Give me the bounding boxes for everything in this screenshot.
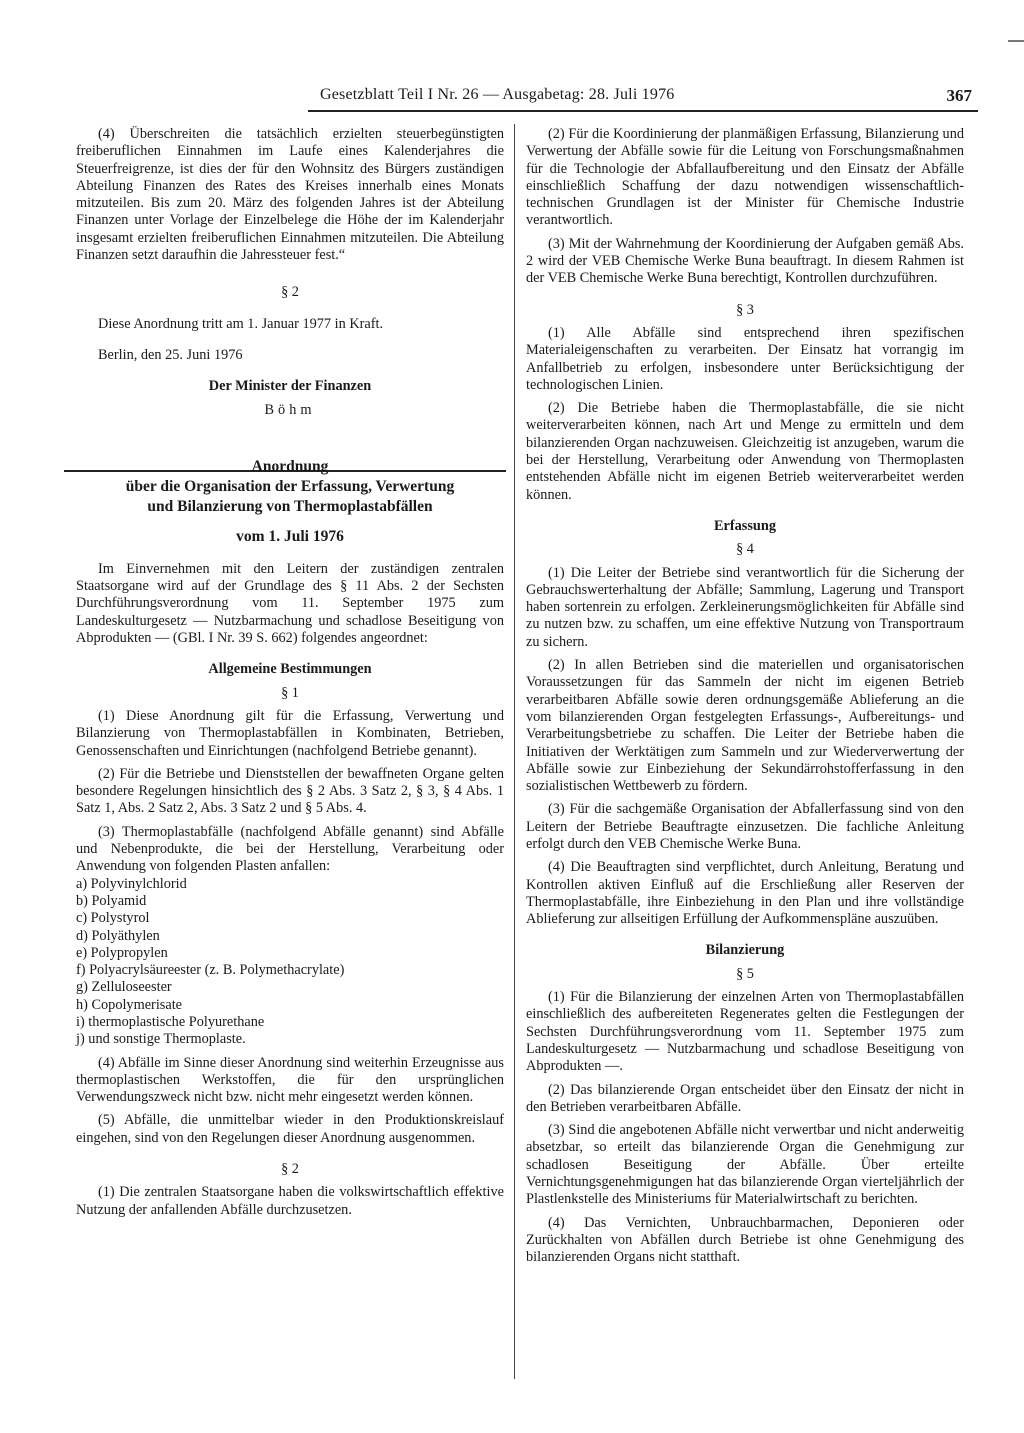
header-rule [308, 110, 978, 112]
page-header [66, 86, 978, 110]
list-item: j) und sonstige Thermoplaste. [76, 1031, 246, 1048]
paragraph: (1) Die zentralen Staatsorgane haben die volkswirtschaftlich effektive Nutzung der anfallenden Abfälle durchzusetzen. [76, 1184, 504, 1218]
section-heading: § 2 [281, 1161, 299, 1178]
minister-title: Der Minister der Finanzen [208, 378, 372, 395]
paragraph: (2) Für die Betriebe und Dienststellen der bewaffneten Organe gelten besondere Regelungen hinsichtlich des § 2 Abs. 3 Satz 2, § 3, § 4 Abs. 1 Satz 1, Abs. 2 Satz 2, Abs. 3 Satz 2 und § 5 Abs. 4. [76, 765, 504, 817]
paragraph: (1) Diese Anordnung gilt für die Erfassung, Verwertung und Bilanzierung von Thermoplastabfällen in Kombinaten, Betrieben, Genossenschaften und Einrichtungen (nachfolgend Betriebe genannt). [76, 707, 504, 759]
section-heading: § 5 [736, 965, 754, 982]
paragraph: (2) Die Betriebe haben die Thermoplastabfälle, die sie nicht weiterverarbeiten können, nach Art und Menge zu ermitteln und dem bilanzierenden Organ nachzuweisen. Gleichzeitig ist anzugeben, warum die bei der Herstellung, Verarbeitung oder Anwendung von Thermoplasten entstehenden Abfälle nicht im eigenen Betrieb weiterverarbeitet werden können. [526, 400, 964, 503]
paragraph: Diese Anordnung tritt am 1. Januar 1977 in Kraft. [98, 315, 384, 332]
title-line: über die Organisation der Erfassung, Verwertung [125, 477, 455, 495]
section-heading: § 2 [281, 284, 299, 301]
list-item: a) Polyvinylchlorid [76, 875, 187, 892]
paragraph: (3) Für die sachgemäße Organisation der Abfallerfassung sind von den Leitern der Betriebe Beauftragte einzusetzen. Die fachliche Anleitung erfolgt durch den VEB Chemische Werke Buna. [526, 801, 964, 852]
section-heading: § 4 [736, 541, 754, 558]
preamble: Im Einvernehmen mit den Leitern der zuständigen zentralen Staatsorgane wird auf der Grundlage des § 11 Abs. 2 der Sechsten Durchführungsverordnung vom 11. September 1975 zum Landeskulturgesetz — Nutzbarmachung und schadlose Beseitigung von Abprodukten — (GBl. I Nr. 39 S. 662) folgendes angeordnet: [76, 560, 504, 647]
column-divider [514, 124, 515, 1379]
list-item: g) Zelluloseester [76, 979, 172, 996]
paragraph: (3) Thermoplastabfälle (nachfolgend Abfälle genannt) sind Abfälle und Nebenprodukte, die bei der Herstellung, Verarbeitung oder Anwendung von folgenden Plasten anfallen: [76, 823, 504, 875]
paragraph: (3) Sind die angebotenen Abfälle nicht verwertbar und nicht anderweitig absetzbar, so erteilt das bilanzierende Organ die Genehmigung zur schadlosen Beseitigung der Abfälle. Über erteilte Vernichtungsgenehmigungen hat das bilanzierende Organ vierteljährlich der Plastlenkstelle des Ministeriums für Materialwirtschaft zu berichten. [526, 1122, 964, 1208]
title-date: vom 1. Juli 1976 [236, 527, 344, 545]
paragraph: (4) Die Beauftragten sind verpflichtet, durch Anleitung, Beratung und Kontrollen aktiven Einfluß auf die Erschließung aller Reserven der Thermoplastabfälle, ihre Einbeziehung in den Plan und ihre vollständige Ablieferung zur allseitigen Erfüllung der Aufkommenspläne auszuüben. [526, 859, 964, 928]
list-item: f) Polyacrylsäureester (z. B. Polymethacrylate) [76, 962, 345, 979]
left-column [76, 126, 504, 1219]
paragraph: (1) Für die Bilanzierung der einzelnen Arten von Thermoplastabfällen einschließlich des aufbereiteten Regenerates gelten die Festlegungen der Sechsten Durchführungsverordnung vom 11. September 1975 zum Landeskulturgesetz — Nutzbarmachung und schadlose Beseitigung von Abprodukten —. [526, 989, 964, 1075]
title-line: Anordnung [251, 457, 329, 475]
list-item: b) Polyamid [76, 892, 147, 909]
paragraph: (4) Überschreiten die tatsächlich erzielten steuerbegünstigten freiberuflichen Einnahmen im Laufe eines Kalenderjahres die Steuerfreigrenze, ist dies der für den Wohnsitz des Bürgers zuständigen Abteilung Finanzen des Rates des Kreises innerhalb eines Monats mitzuteilen. Bis zum 20. März des folgenden Jahres ist der Abteilung Finanzen unter Vorlage der Einzelbelege die Höhe der im Kalenderjahr insgesamt erzielten freiberuflichen Einnahmen mitzuteilen. Die Abteilung Finanzen setzt daraufhin die Jahressteuer fest.“ [76, 126, 504, 264]
scan-mark [1008, 40, 1024, 42]
subheading: Erfassung [714, 517, 776, 534]
paragraph: (4) Abfälle im Sinne dieser Anordnung sind weiterhin Erzeugnisse aus thermoplastischen Werkstoffen, die für den ursprünglichen Verwendungszweck nicht bzw. nicht mehr eingesetzt werden können. [76, 1054, 504, 1106]
paragraph: (1) Alle Abfälle sind entsprechend ihren spezifischen Materialeigenschaften zu verarbeiten. Der Einsatz hat vorrangig im Anfallbetrieb zu erfolgen, insbesondere unter Berücksichtigung der technologischen Linien. [526, 324, 964, 393]
list-item: c) Polystyrol [76, 910, 150, 927]
list-item: h) Copolymerisate [76, 996, 183, 1013]
list-item: d) Polyäthylen [76, 927, 160, 944]
section-heading: § 3 [736, 301, 754, 318]
list-item: e) Polypropylen [76, 944, 168, 961]
paragraph: (2) Für die Koordinierung der planmäßigen Erfassung, Bilanzierung und Verwertung der Abfälle sowie für die Leitung von Forschungsmaßnahmen für die Technologie der Abfallaufbereitung und den Einsatz der Abfälle einschließlich Schaffung der dazu notwendigen wissenschaftlich-technischen Grundlagen ist der Minister für Chemische Industrie verantwortlich. [526, 126, 964, 229]
minister-name: Böhm [264, 401, 316, 418]
header-title: Gesetzblatt Teil I Nr. 26 — Ausgabetag: 28. Juli 1976 [320, 86, 675, 103]
subheading: Bilanzierung [705, 942, 785, 959]
subheading: Allgemeine Bestimmungen [208, 661, 372, 678]
document-title [76, 457, 504, 547]
paragraph: (2) In allen Betrieben sind die materiellen und organisatorischen Voraussetzungen für das Sammeln der nicht im eigenen Betrieb verarbeitbaren Abfälle sowie deren ordnungsgemäße Ablieferung an die vom bilanzierenden Organ festgelegten Erfassungs-, Aufbereitungs- und Verarbeitungsbetriebe zu schaffen. Die Leiter der Betriebe haben die Initiativen der Werktätigen zum Sammeln und zur Wiederverwertung der Abfälle sowie zur Einbeziehung der Sekundärrohstofferfassung in den sozialistischen Wettbewerb zu fördern. [526, 657, 964, 795]
section-heading: § 1 [281, 684, 299, 701]
page-number: 367 [946, 86, 972, 105]
paragraph: (1) Die Leiter der Betriebe sind verantwortlich für die Sicherung der Gebrauchswerterhaltung der Abfälle; Sammlung, Lagerung und Transport haben sortenrein zu erfolgen. Zerkleinerungsmöglichkeiten für Abfälle sind zu nutzen bzw. zu schaffen, um eine effektive Nutzung von Transportraum zu sichern. [526, 564, 964, 650]
paragraph: (3) Mit der Wahrnehmung der Koordinierung der Aufgaben gemäß Abs. 2 wird der VEB Chemische Werke Buna beauftragt. In diesem Rahmen ist der VEB Chemische Werke Buna berechtigt, Kontrollen durchzuführen. [526, 235, 964, 287]
plastics-list [76, 876, 504, 1049]
paragraph: (5) Abfälle, die unmittelbar wieder in den Produktionskreislauf eingehen, sind von den Regelungen dieser Anordnung ausgenommen. [76, 1112, 504, 1146]
place-date: Berlin, den 25. Juni 1976 [98, 346, 243, 363]
paragraph: (4) Das Vernichten, Unbrauchbarmachen, Deponieren oder Zurückhalten von Abfällen durch Betriebe ist ohne Genehmigung des bilanzierenden Organs nicht statthaft. [526, 1214, 964, 1266]
list-item: i) thermoplastische Polyurethane [76, 1013, 265, 1030]
right-column [526, 126, 964, 1267]
title-line: und Bilanzierung von Thermoplastabfällen [147, 497, 433, 515]
paragraph: (2) Das bilanzierende Organ entscheidet über den Einsatz der nicht in den Betrieben verarbeitbaren Abfälle. [526, 1081, 964, 1115]
